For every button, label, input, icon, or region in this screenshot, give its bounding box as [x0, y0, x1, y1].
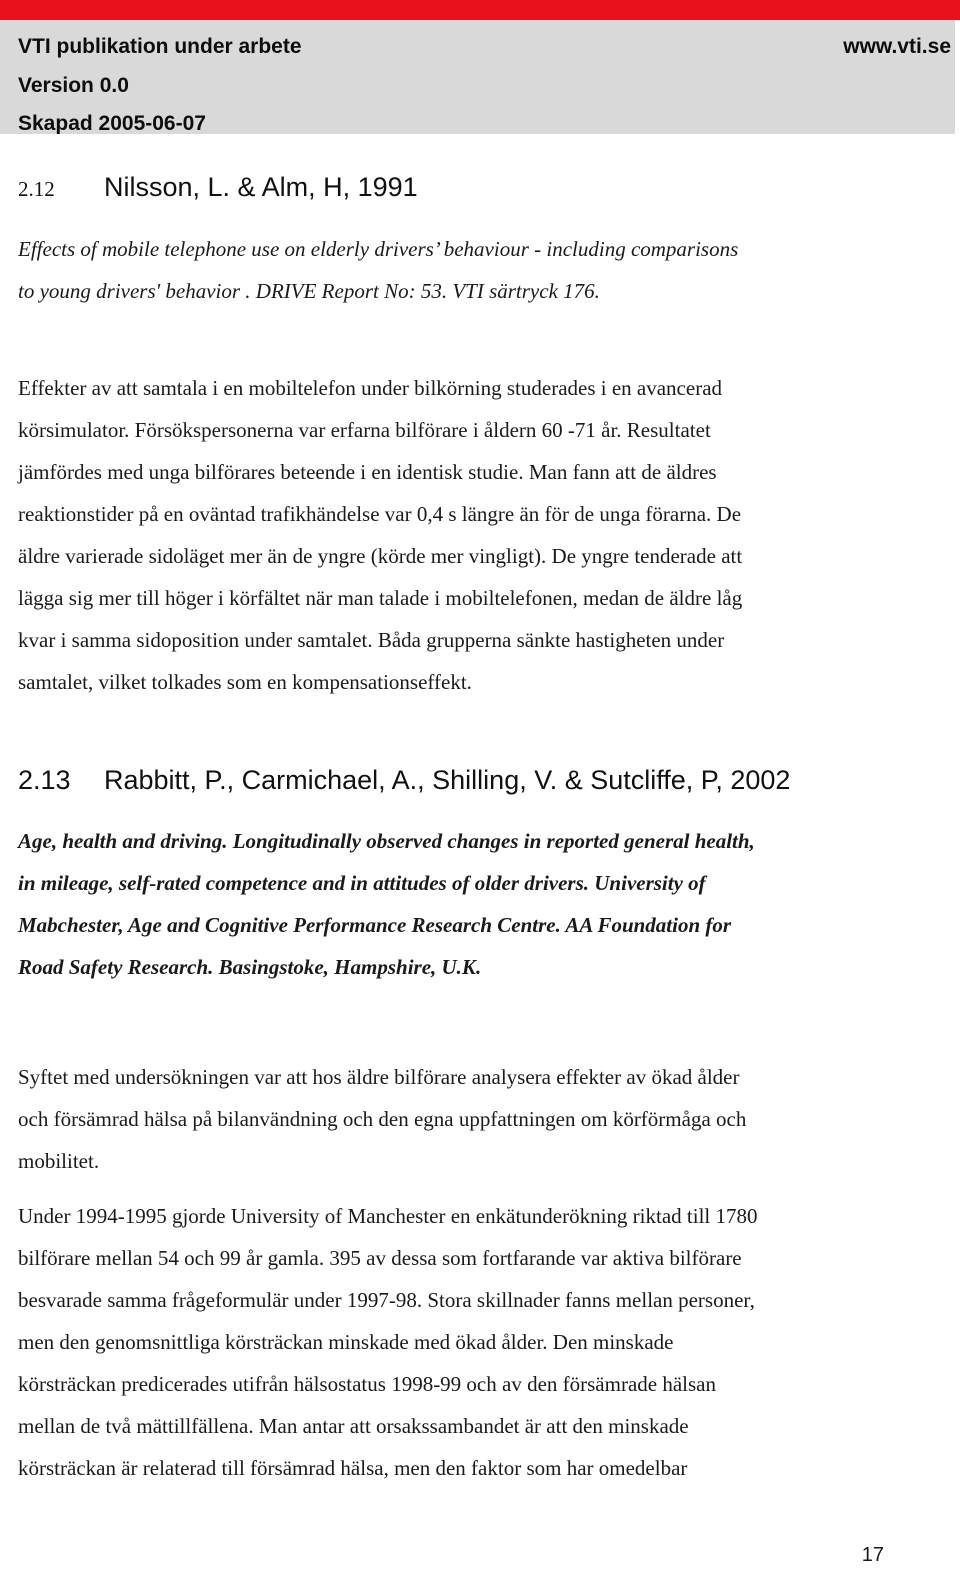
section-number: 2.13 [18, 765, 71, 795]
page-header [0, 20, 955, 134]
reference-2-12 [18, 228, 918, 312]
text-line: körsträckan predicerades utifrån hälsostatus 1998-99 och av den försämrade hälsan [18, 1372, 716, 1396]
section-number: 2.12 [18, 177, 55, 201]
header-version: Version 0.0 [18, 74, 129, 97]
header-created-date: Skapad 2005-06-07 [18, 112, 206, 134]
text-line: körsimulator. Försökspersonerna var erfarna bilförare i åldern 60 -71 år. Resultatet [18, 418, 711, 442]
text-line: jämfördes med unga bilförares beteende i en identisk studie. Man fann att de äldres [18, 460, 717, 484]
page-number: 17 [861, 1544, 884, 1566]
text-line: besvarade samma frågeformulär under 1997-98. Stora skillnader fanns mellan personer, [18, 1288, 755, 1312]
section-title: Rabbitt, P., Carmichael, A., Shilling, V. & Sutcliffe, P, 2002 [104, 765, 791, 795]
text-line: Syftet med undersökningen var att hos äldre bilförare analysera effekter av ökad ålder [18, 1065, 740, 1089]
reference-line: Effects of mobile telephone use on elderly drivers’ behaviour - including comparisons [18, 237, 739, 261]
summary-2-13-purpose [18, 1056, 918, 1182]
text-line: lägga sig mer till höger i körfältet när man talade i mobiltelefonen, medan de äldre låg [18, 586, 743, 610]
text-line: men den genomsnittliga körsträckan minskade med ökad ålder. Den minskade [18, 1330, 674, 1354]
section-title: Nilsson, L. & Alm, H, 1991 [104, 172, 418, 202]
text-line: äldre varierade sidoläget mer än de yngre (körde mer vingligt). De yngre tenderade att [18, 544, 743, 568]
reference-line: in mileage, self-rated competence and in attitudes of older drivers. University of [18, 871, 706, 895]
text-line: reaktionstider på en oväntad trafikhändelse var 0,4 s längre än för de unga förarna. De [18, 502, 742, 526]
text-line: och försämrad hälsa på bilanvändning och den egna uppfattningen om körförmåga och [18, 1107, 747, 1131]
text-line: Effekter av att samtala i en mobiltelefon under bilkörning studerades i en avancerad [18, 376, 723, 400]
text-line: bilförare mellan 54 och 99 år gamla. 395 av dessa som fortfarande var aktiva bilförare [18, 1246, 742, 1270]
summary-2-12 [18, 367, 918, 703]
text-line: körsträckan är relaterad till försämrad hälsa, men den faktor som har omedelbar [18, 1456, 688, 1480]
header-website: www.vti.se [843, 35, 951, 58]
text-line: kvar i samma sidoposition under samtalet. Båda grupperna sänkte hastigheten under [18, 628, 725, 652]
reference-line: Age, health and driving. Longitudinally observed changes in reported general health, [18, 829, 755, 853]
text-line: mobilitet. [18, 1149, 100, 1173]
text-line: mellan de två mättillfällena. Man antar att orsakssambandet är att den minskade [18, 1414, 689, 1438]
top-accent-bar [0, 0, 960, 20]
reference-2-13 [18, 820, 918, 988]
text-line: samtalet, vilket tolkades som en kompensationseffekt. [18, 670, 472, 694]
header-publication-label: VTI publikation under arbete [18, 35, 302, 58]
reference-line: Road Safety Research. Basingstoke, Hampshire, U.K. [18, 955, 482, 979]
summary-2-13-method [18, 1195, 918, 1489]
section-heading-2-13 [18, 765, 790, 796]
reference-line: to young drivers' behavior . DRIVE Report No: 53. VTI särtryck 176. [18, 279, 600, 303]
text-line: Under 1994-1995 gjorde University of Manchester en enkätunderökning riktad till 1780 [18, 1204, 758, 1228]
section-heading-2-12 [18, 172, 418, 203]
reference-line: Mabchester, Age and Cognitive Performance Research Centre. AA Foundation for [18, 913, 732, 937]
